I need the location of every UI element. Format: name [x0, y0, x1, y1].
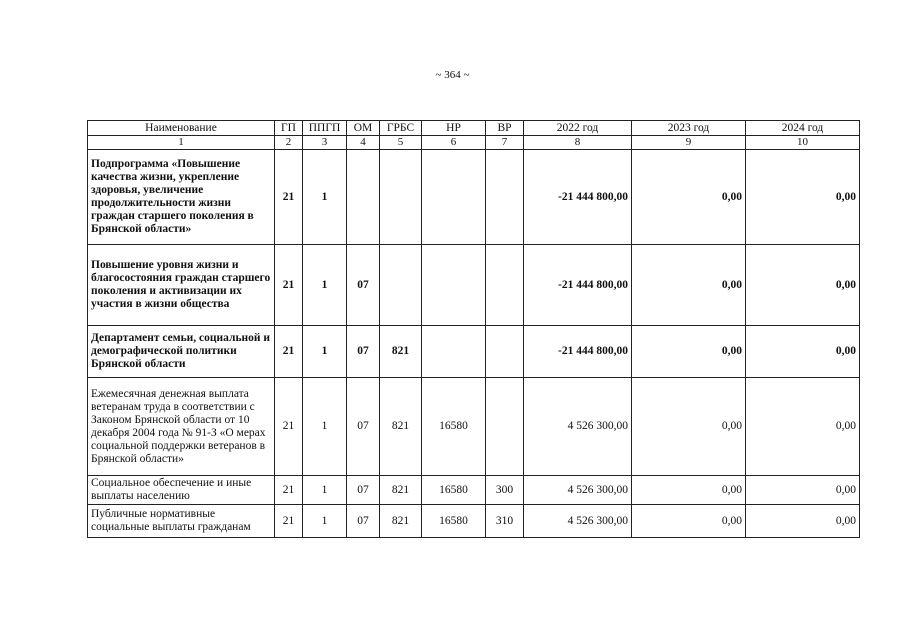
row-name: Ежемесячная денежная выплата ветеранам труда в соответствии с Законом Брянской области от 10 декабря 2004 года № 91-З «О мерах социальной поддержки ветеранов в Брянской области»	[88, 378, 275, 476]
row-2023: 0,00	[632, 505, 746, 538]
column-number: 5	[380, 136, 422, 150]
row-2022: -21 444 800,00	[524, 326, 632, 378]
header-vr: ВР	[486, 121, 524, 136]
column-number: 2	[275, 136, 303, 150]
table-row	[88, 245, 860, 326]
row-2024: 0,00	[746, 476, 860, 505]
row-name: Социальное обеспечение и иные выплаты населению	[88, 476, 275, 505]
row-2022: -21 444 800,00	[524, 150, 632, 245]
header-gp: ГП	[275, 121, 303, 136]
row-ppgp: 1	[303, 150, 347, 245]
header-ppgp: ППГП	[303, 121, 347, 136]
table-row	[88, 326, 860, 378]
row-vr: 300	[486, 476, 524, 505]
row-gp: 21	[275, 378, 303, 476]
row-vr	[486, 378, 524, 476]
row-2024: 0,00	[746, 150, 860, 245]
header-2023: 2023 год	[632, 121, 746, 136]
table-header-row	[88, 121, 860, 136]
column-number: 1	[88, 136, 275, 150]
header-grbs: ГРБС	[380, 121, 422, 136]
header-om: ОМ	[347, 121, 380, 136]
budget-table	[87, 120, 860, 538]
page-number: ~ 364 ~	[435, 69, 470, 81]
column-number: 7	[486, 136, 524, 150]
row-2022: -21 444 800,00	[524, 245, 632, 326]
row-nr: 16580	[422, 378, 486, 476]
row-ppgp: 1	[303, 378, 347, 476]
column-number: 6	[422, 136, 486, 150]
header-2024: 2024 год	[746, 121, 860, 136]
row-name: Департамент семьи, социальной и демографической политики Брянской области	[88, 326, 275, 378]
row-om: 07	[347, 245, 380, 326]
row-om: 07	[347, 505, 380, 538]
column-number: 4	[347, 136, 380, 150]
header-nr: НР	[422, 121, 486, 136]
table-row	[88, 476, 860, 505]
row-nr	[422, 245, 486, 326]
column-number: 10	[746, 136, 860, 150]
row-2022: 4 526 300,00	[524, 476, 632, 505]
table-row	[88, 378, 860, 476]
row-vr	[486, 150, 524, 245]
row-vr: 310	[486, 505, 524, 538]
column-number: 9	[632, 136, 746, 150]
row-vr	[486, 326, 524, 378]
header-2022: 2022 год	[524, 121, 632, 136]
row-2023: 0,00	[632, 150, 746, 245]
column-number-row	[88, 136, 860, 150]
row-2022: 4 526 300,00	[524, 505, 632, 538]
row-2024: 0,00	[746, 378, 860, 476]
row-ppgp: 1	[303, 476, 347, 505]
table-row	[88, 150, 860, 245]
row-vr	[486, 245, 524, 326]
row-ppgp: 1	[303, 505, 347, 538]
row-nr: 16580	[422, 505, 486, 538]
row-grbs: 821	[380, 378, 422, 476]
row-grbs	[380, 245, 422, 326]
row-gp: 21	[275, 505, 303, 538]
row-om: 07	[347, 476, 380, 505]
row-2023: 0,00	[632, 326, 746, 378]
row-2023: 0,00	[632, 245, 746, 326]
row-gp: 21	[275, 245, 303, 326]
row-gp: 21	[275, 476, 303, 505]
row-2023: 0,00	[632, 476, 746, 505]
row-grbs	[380, 150, 422, 245]
column-number: 3	[303, 136, 347, 150]
row-grbs: 821	[380, 326, 422, 378]
row-nr: 16580	[422, 476, 486, 505]
table-row	[88, 505, 860, 538]
row-2023: 0,00	[632, 378, 746, 476]
row-om: 07	[347, 378, 380, 476]
row-grbs: 821	[380, 505, 422, 538]
row-2024: 0,00	[746, 505, 860, 538]
row-nr	[422, 150, 486, 245]
row-om	[347, 150, 380, 245]
row-ppgp: 1	[303, 326, 347, 378]
row-name: Подпрограмма «Повышение качества жизни, укрепление здоровья, увеличение продолжительности жизни граждан старшего поколения в Брянской области»	[88, 150, 275, 245]
row-nr	[422, 326, 486, 378]
row-2024: 0,00	[746, 245, 860, 326]
column-number: 8	[524, 136, 632, 150]
row-om: 07	[347, 326, 380, 378]
row-gp: 21	[275, 150, 303, 245]
row-gp: 21	[275, 326, 303, 378]
row-ppgp: 1	[303, 245, 347, 326]
row-2022: 4 526 300,00	[524, 378, 632, 476]
row-name: Повышение уровня жизни и благосостояния граждан старшего поколения и активизации их участия в жизни общества	[88, 245, 275, 326]
row-name: Публичные нормативные социальные выплаты гражданам	[88, 505, 275, 538]
row-grbs: 821	[380, 476, 422, 505]
header-name: Наименование	[88, 121, 275, 136]
row-2024: 0,00	[746, 326, 860, 378]
